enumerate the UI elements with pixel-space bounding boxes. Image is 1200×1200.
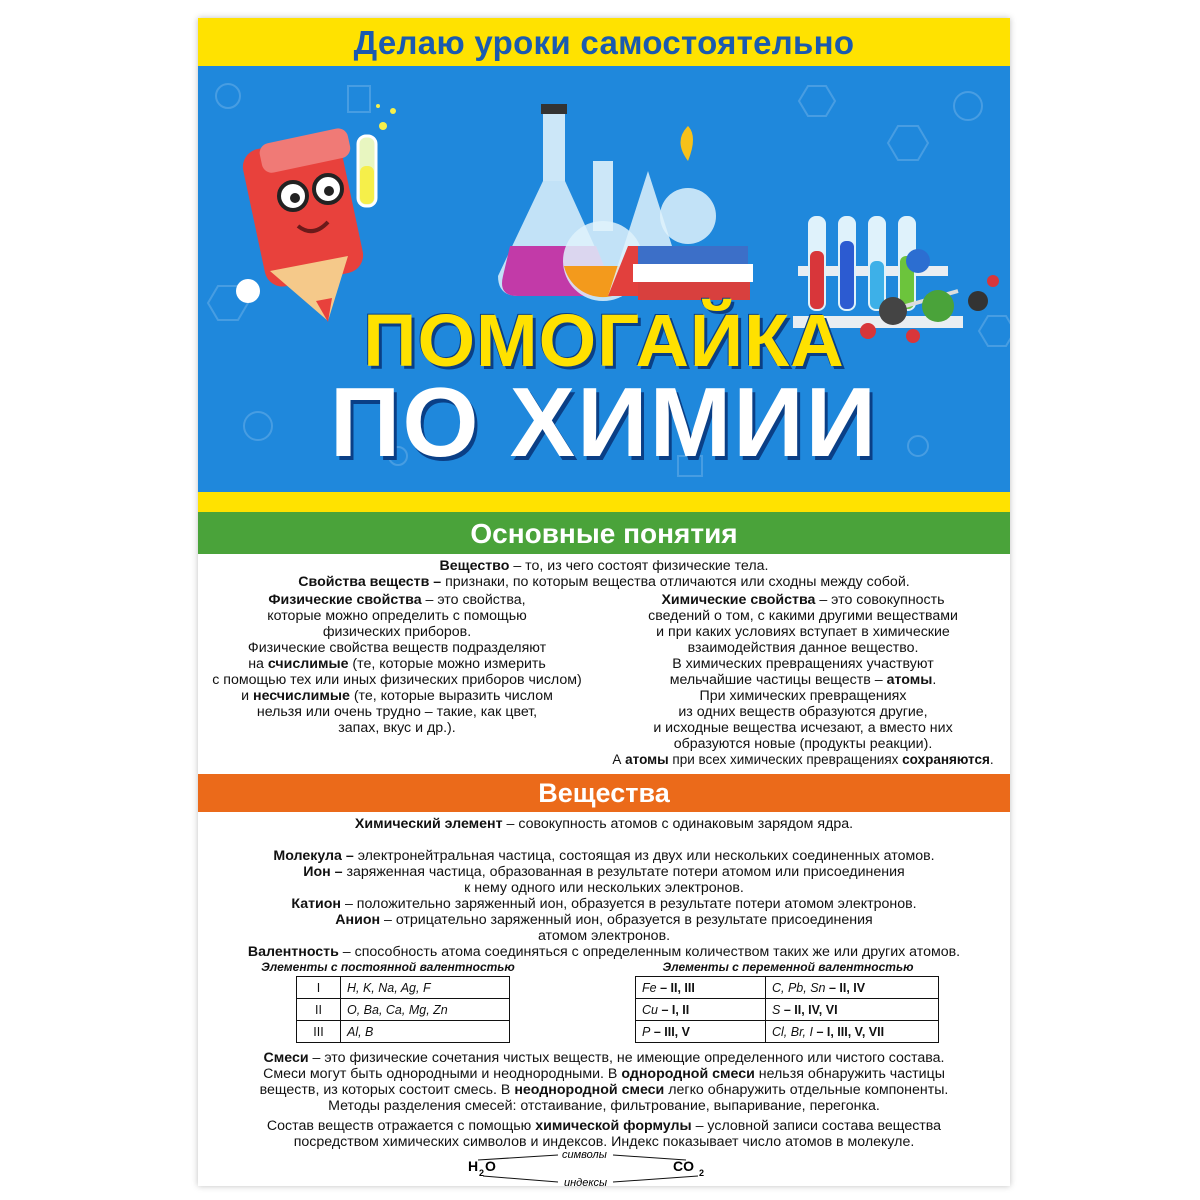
section-title-basics: Основные понятия bbox=[198, 512, 1010, 554]
physical-properties-block: Физические свойства – это свойства, которые можно определить с помощью физических приборов. Физические свойства веществ подразделяют на счислимые (те, которые можно измерить с помощью тех или иных физических приборов числом) и несчислимые (те, которые выразить числом нельзя или очень трудно – такие, как цвет, запах, вкус и др.). bbox=[212, 592, 582, 736]
formula-h2o-h: H bbox=[468, 1158, 479, 1174]
formula-h2o-o: O bbox=[485, 1158, 496, 1174]
definition-properties: Свойства веществ – признаки, по которым вещества отличаются или сходны между собой. bbox=[298, 574, 910, 590]
pencil-mascot-icon bbox=[236, 104, 396, 322]
table-row: III Al, B bbox=[297, 1021, 510, 1043]
formula-symbols-label: символы bbox=[562, 1149, 607, 1161]
formula-indices-label: индексы bbox=[564, 1177, 608, 1188]
var-valence-table bbox=[635, 976, 939, 1043]
series-banner bbox=[198, 18, 1010, 66]
formula-description: Состав веществ отражается с помощью химической формулы – условной записи состава вещества посредством химических символов и индексов. Индекс показывает число атомов в молекуле. bbox=[266, 1118, 942, 1150]
hero-banner bbox=[198, 66, 1010, 492]
hero-title-line1: ПОМОГАЙКА bbox=[363, 299, 845, 382]
table-row: II O, Ba, Ca, Mg, Zn bbox=[297, 999, 510, 1021]
var-valence-caption: Элементы с переменной валентностью bbox=[662, 960, 914, 974]
formula-h2o-index: 2 bbox=[479, 1168, 485, 1178]
definition-molecule: Молекула – электронейтральная частица, состоящая из двух или нескольких соединенных атомов. bbox=[273, 848, 935, 864]
definition-element: Химический элемент – совокупность атомов с одинаковым зарядом ядра. bbox=[354, 816, 854, 832]
chemical-properties-block: Химические свойства – это совокупность сведений о том, с какими другими веществами и при каких условиях вступает в химические взаимодействия данное вещество. В химических превращениях участвуют мельчайшие частицы веществ – атомы. При химических превращениях из одних веществ образуются другие, и исходные вещества исчезают, а вместо них образуются новые (продукты реакции). А атомы при всех химических превращениях сохраняются. bbox=[612, 592, 994, 767]
divider-strip bbox=[198, 492, 1010, 512]
series-title: Делаю уроки самостоятельно bbox=[353, 24, 855, 61]
flasks-icon bbox=[498, 104, 753, 301]
table-row: Fe – II, III C, Pb, Sn – II, IV bbox=[636, 977, 939, 999]
definition-substance: Вещество – то, из чего состоят физические тела. bbox=[439, 558, 769, 574]
poster-sheet bbox=[198, 18, 1010, 1186]
formula-diagram bbox=[458, 1146, 738, 1186]
section-title-substances: Вещества bbox=[198, 774, 1010, 812]
definition-ion: Ион – заряженная частица, образованная в результате потери атомом или присоединения к нему одного или нескольких электронов. bbox=[303, 864, 905, 896]
definition-anion: Анион – отрицательно заряженный ион, образуется в результате присоединения атомом электронов. bbox=[335, 912, 873, 944]
table-row: Cu – I, II S – II, IV, VI bbox=[636, 999, 939, 1021]
const-valence-caption: Элементы с постоянной валентностью bbox=[261, 960, 515, 974]
definition-cation: Катион – положительно заряженный ион, образуется в результате потери атомом электронов. bbox=[291, 896, 917, 912]
table-row: I H, K, Na, Ag, F bbox=[297, 977, 510, 999]
hero-title-line2: ПО ХИМИИ bbox=[329, 367, 879, 477]
formula-co2-co: CO bbox=[673, 1158, 694, 1174]
mixtures-block: Смеси – это физические сочетания чистых веществ, не имеющие определенного или чистого состава. Смеси могут быть однородными и неоднородными. В однородной смеси нельзя обнаружить частицы веществ, из которых состоит смесь. В неоднородной смеси легко обнаружить отдельные компоненты. Методы разделения смесей: отстаивание, фильтрование, выпаривание, перегонка. bbox=[259, 1050, 949, 1114]
formula-co2-index: 2 bbox=[699, 1168, 705, 1178]
table-row: P – III, V Cl, Br, I – I, III, V, VII bbox=[636, 1021, 939, 1043]
definition-valence: Валентность – способность атома соединяться с определенным количеством таких же или других атомов. bbox=[247, 944, 961, 960]
const-valence-table bbox=[296, 976, 510, 1043]
